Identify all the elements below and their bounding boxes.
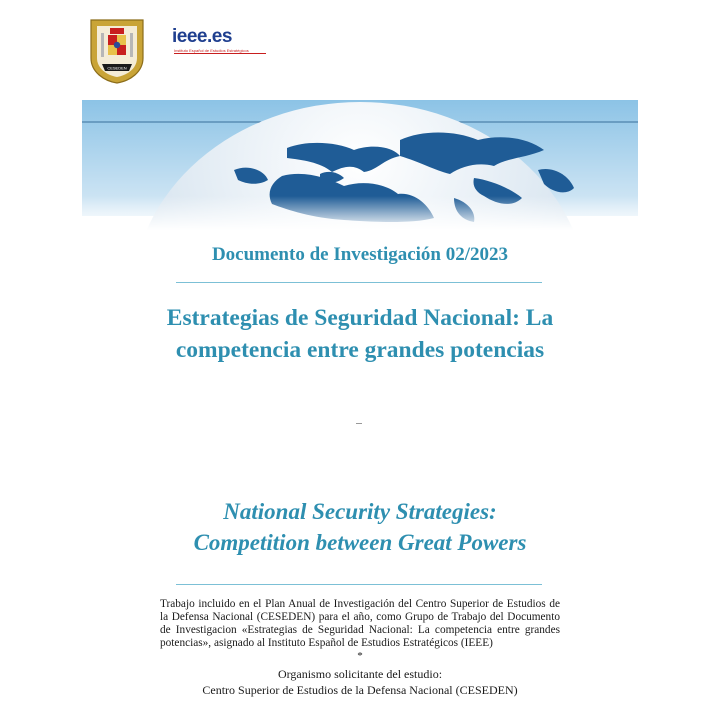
ieee-logo-text: ieee.es — [172, 26, 232, 47]
asterisk-mark: * — [357, 650, 363, 662]
ceseden-logo — [88, 18, 146, 84]
divider-top — [176, 282, 542, 283]
divider-bottom — [176, 584, 542, 585]
title-english — [110, 496, 610, 558]
title-english-line-1: National Security Strategies: — [223, 499, 497, 524]
globe-banner-image — [82, 100, 638, 230]
document-label: Documento de Investigación 02/2023 — [211, 244, 509, 265]
requesting-org-name: Centro Superior de Estudios de la Defensa Nacional (CESEDEN) — [202, 683, 518, 697]
ieee-logo — [172, 28, 272, 58]
ceseden-logo-text: CESEDEN — [107, 65, 127, 71]
ieee-logo-underline — [174, 53, 266, 54]
study-description: Trabajo incluido en el Plan Anual de Investigación del Centro Superior de Estudios de la Defensa Nacional (CESEDEN) para el año, como Grupo de Trabajo del Documento de Investigacion «Estrategias de Seguridad Nacional: La competencia entre grandes potencias», asignado al Instituto Español de Estudios Estratégicos (IEEE) — [160, 598, 560, 649]
ieee-logo-subtitle: Instituto Español de Estudios Estratégicos — [174, 48, 249, 53]
title-english-line-2: Competition between Great Powers — [193, 530, 527, 555]
separator-dash — [356, 423, 362, 424]
requesting-org-label: Organismo solicitante del estudio: — [277, 667, 443, 681]
title-spanish: Estrategias de Seguridad Nacional: La competencia entre grandes potencias — [166, 305, 554, 363]
